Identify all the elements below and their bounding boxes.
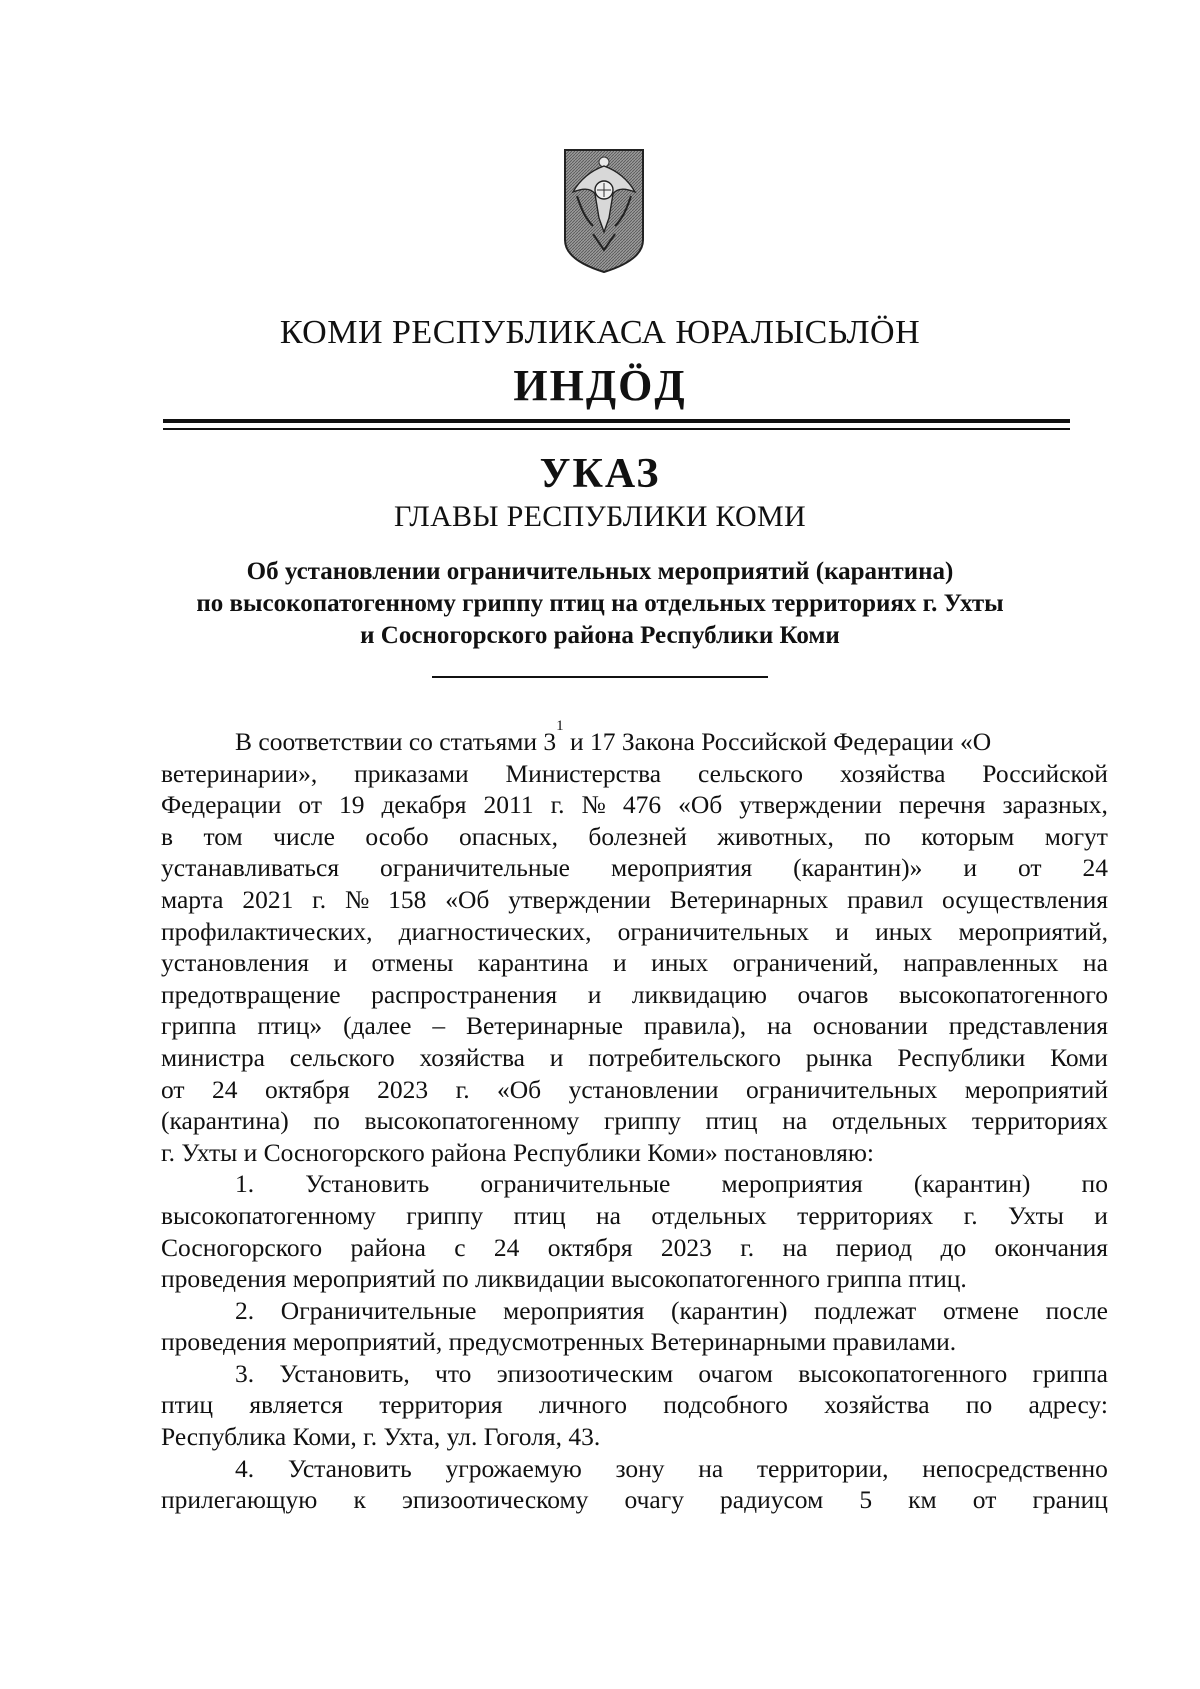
body-word: приказами xyxy=(354,758,469,788)
body-word: что xyxy=(435,1358,472,1388)
body-word: числе xyxy=(273,821,335,851)
body-word: 2023 xyxy=(377,1074,429,1104)
subject-line: и Сосногорского района Республики Коми xyxy=(360,622,840,649)
item-2-line xyxy=(161,1295,1108,1327)
item-1-line xyxy=(161,1200,1108,1232)
body-line xyxy=(161,718,1108,758)
body-word: рынка xyxy=(805,1042,873,1072)
body-word: (карантин) xyxy=(671,1295,788,1325)
body-word: подлежат xyxy=(814,1295,917,1325)
body-word: гриппу xyxy=(603,1106,681,1136)
body-word: профилактических, xyxy=(161,916,373,946)
item-1-line xyxy=(161,1168,1108,1200)
body-word: окончания xyxy=(994,1232,1108,1262)
document-subject xyxy=(150,556,1050,652)
body-word: эпизоотическим xyxy=(496,1358,674,1388)
body-word: отдельных xyxy=(831,1106,948,1136)
body-word: на xyxy=(1082,948,1108,978)
body-word: Министерства xyxy=(505,758,662,788)
body-word: 2021 xyxy=(242,884,294,914)
body-word: до xyxy=(940,1232,967,1262)
body-word: представления xyxy=(948,1011,1108,1041)
body-word: ограничительные xyxy=(480,1169,671,1199)
body-word: 476 xyxy=(622,790,662,820)
body-word: 4. xyxy=(235,1453,255,1483)
body-word: распространения xyxy=(371,979,558,1009)
body-word: сельского xyxy=(698,758,804,788)
body-word: 5 xyxy=(859,1485,873,1515)
body-word: хозяйства xyxy=(839,758,946,788)
body-line xyxy=(161,1105,1108,1137)
body-word: г. xyxy=(550,790,565,820)
body-word: птиц xyxy=(705,1106,758,1136)
body-word: Установить, xyxy=(279,1358,410,1388)
body-word: Установить xyxy=(305,1169,430,1199)
body-word: и xyxy=(333,948,348,978)
body-word: г. xyxy=(455,1074,470,1104)
body-word: марта xyxy=(161,884,224,914)
body-line xyxy=(161,1042,1108,1074)
body-word: утверждении xyxy=(508,884,651,914)
body-word: 19 xyxy=(338,790,365,820)
body-word: на xyxy=(596,1200,621,1230)
body-word: и xyxy=(963,853,977,883)
body-word: ветеринарии», xyxy=(161,758,318,788)
header-divider-thick xyxy=(163,419,1070,423)
body-word: № xyxy=(344,884,370,914)
body-word: основании xyxy=(812,1011,928,1041)
body-word: и xyxy=(549,1042,564,1072)
body-word: (карантин) xyxy=(913,1169,1031,1199)
body-word: высокопатогенному xyxy=(161,1200,376,1230)
body-line xyxy=(161,916,1108,948)
body-word: декабря xyxy=(381,790,467,820)
item-3-line xyxy=(161,1389,1108,1421)
body-word: на xyxy=(767,1011,792,1041)
body-word: гриппа xyxy=(1032,1358,1108,1388)
body-text-segment: В соответствии со статьями 3 xyxy=(235,727,557,756)
body-word: от xyxy=(298,790,322,820)
body-word: потребительского xyxy=(588,1042,781,1072)
body-word: и xyxy=(835,916,849,946)
item-2-line: проведения мероприятий, предусмотренных Ветеринарными правилами. xyxy=(161,1327,957,1357)
body-word: Коми xyxy=(1050,1042,1108,1072)
body-word: Ветеринарные xyxy=(465,1011,623,1041)
body-word: Установить xyxy=(287,1453,412,1483)
body-text-segment: и 17 Закона Российской Федерации «О xyxy=(563,727,992,756)
body-word: – xyxy=(432,1011,446,1041)
body-word: территория xyxy=(379,1390,503,1420)
body-word: от xyxy=(1017,853,1042,883)
document-type: УКАЗ xyxy=(539,451,661,497)
body-word: высокопатогенному xyxy=(364,1106,580,1136)
body-word: 1. xyxy=(235,1169,255,1199)
body-word: зону xyxy=(615,1453,665,1483)
body-word: г. xyxy=(312,884,327,914)
body-word: установлении xyxy=(568,1074,719,1104)
body-word: мероприятия xyxy=(721,1169,863,1199)
body-word: опасных, xyxy=(459,821,558,851)
body-word: очагу xyxy=(624,1485,684,1515)
body-word: Сосногорского xyxy=(161,1232,323,1262)
body-word: животных, xyxy=(717,821,834,851)
body-line xyxy=(161,758,1108,790)
body-word: перечня xyxy=(898,790,986,820)
body-word: отмены xyxy=(371,948,454,978)
body-word: птиц xyxy=(161,1390,214,1420)
body-word: ликвидацию xyxy=(631,979,767,1009)
subject-divider xyxy=(432,676,768,678)
body-word: г. xyxy=(740,1232,755,1262)
body-word: на xyxy=(782,1106,808,1136)
body-word: г. xyxy=(963,1200,978,1230)
body-line: г. Ухты и Сосногорского района Республики Коми» постановляю: xyxy=(161,1137,874,1167)
body-word: (карантина) xyxy=(161,1106,289,1136)
document-body xyxy=(161,718,1108,1516)
body-word: высокопатогенного xyxy=(798,1358,1008,1388)
body-word: эпизоотическому xyxy=(401,1485,589,1515)
body-word: высокопатогенного xyxy=(898,979,1108,1009)
body-line xyxy=(161,852,1108,884)
body-word: очагов xyxy=(797,979,869,1009)
body-word: (карантин)» xyxy=(793,853,923,883)
body-word: период xyxy=(835,1232,913,1262)
body-word: осуществления xyxy=(942,884,1108,914)
body-word: правила), xyxy=(643,1011,747,1041)
body-word: 24 xyxy=(1082,853,1108,883)
body-word: направленных xyxy=(903,948,1059,978)
body-word: Федерации xyxy=(161,790,282,820)
item-3-line xyxy=(161,1358,1108,1390)
body-word: установления xyxy=(161,948,310,978)
body-word: сельского xyxy=(289,1042,395,1072)
body-word: на xyxy=(782,1232,808,1262)
body-word: 2011 xyxy=(483,790,534,820)
body-word: октября xyxy=(264,1074,350,1104)
body-word: «Об xyxy=(497,1074,542,1104)
body-word: отмене xyxy=(942,1295,1019,1325)
body-word: № xyxy=(581,790,606,820)
item-1-line: проведения мероприятий по ликвидации высокопатогенного гриппа птиц. xyxy=(161,1264,967,1294)
item-4-line xyxy=(161,1453,1108,1485)
body-word: министра xyxy=(161,1042,265,1072)
body-word: хозяйства xyxy=(824,1390,930,1420)
body-word: птиц» xyxy=(257,1011,323,1041)
body-word: 2. xyxy=(235,1295,255,1325)
body-word: адресу: xyxy=(1028,1390,1108,1420)
body-word: 158 xyxy=(388,884,427,914)
body-line xyxy=(161,1074,1108,1106)
body-word: утверждении xyxy=(739,790,882,820)
body-word: Российской xyxy=(982,758,1108,788)
body-word: и xyxy=(613,948,627,978)
body-word: территории, xyxy=(756,1453,889,1483)
body-word: отдельных xyxy=(651,1200,767,1230)
body-line xyxy=(161,1010,1108,1042)
body-word: к xyxy=(353,1485,366,1515)
subject-line: по высокопатогенному гриппу птиц на отдельных территориях г. Ухты xyxy=(196,590,1004,617)
body-word: границ xyxy=(1032,1485,1108,1515)
body-word: очагом xyxy=(698,1358,773,1388)
body-word: мероприятий, xyxy=(958,916,1108,946)
body-line xyxy=(161,947,1108,979)
body-word: прилегающую xyxy=(161,1485,318,1515)
body-word: болезней xyxy=(588,821,687,851)
coat-of-arms-emblem xyxy=(563,148,645,274)
body-word: км xyxy=(908,1485,937,1515)
body-word: от xyxy=(161,1074,185,1104)
body-word: которым xyxy=(921,821,1015,851)
body-word: подсобного xyxy=(663,1390,788,1420)
body-line xyxy=(161,789,1108,821)
body-word: после xyxy=(1045,1295,1108,1325)
body-word: карантина xyxy=(477,948,589,978)
subject-line: Об установлении ограничительных мероприятий (карантина) xyxy=(246,558,954,585)
body-word: по xyxy=(1081,1169,1108,1199)
item-3-line: Республика Коми, г. Ухта, ул. Гоголя, 43. xyxy=(161,1422,601,1452)
body-word: в xyxy=(161,821,174,851)
body-word: ограничительных xyxy=(617,916,810,946)
body-word: Республики xyxy=(897,1042,1026,1072)
body-word: с xyxy=(454,1232,466,1262)
body-word: 3. xyxy=(235,1358,255,1388)
body-word: от xyxy=(972,1485,997,1515)
body-word: гриппа xyxy=(161,1011,237,1041)
body-word: том xyxy=(203,821,243,851)
body-word: (далее xyxy=(343,1011,412,1041)
body-word: «Об xyxy=(445,884,490,914)
body-word: октября xyxy=(547,1232,633,1262)
body-word: хозяйства xyxy=(419,1042,525,1072)
body-word: ограничений, xyxy=(732,948,879,978)
body-word: 24 xyxy=(493,1232,520,1262)
body-word: является xyxy=(249,1390,344,1420)
document-issuer: ГЛАВЫ РЕСПУБЛИКИ КОМИ xyxy=(394,500,806,533)
body-word: Ветеринарных xyxy=(669,884,829,914)
body-word: предотвращение xyxy=(161,979,341,1009)
body-word: непосредственно xyxy=(922,1453,1108,1483)
body-word: Ограничительные xyxy=(280,1295,477,1325)
body-word: Ухты xyxy=(1007,1200,1064,1230)
item-4-line xyxy=(161,1484,1108,1516)
body-word: 2023 xyxy=(660,1232,712,1262)
organization-title: ИНДӦД xyxy=(513,361,687,410)
body-word: ограничительных xyxy=(745,1074,938,1104)
body-word: территориях xyxy=(971,1106,1108,1136)
body-word: могут xyxy=(1044,821,1108,851)
body-word: иных xyxy=(875,916,933,946)
body-line xyxy=(161,979,1108,1011)
body-word: и xyxy=(1094,1200,1108,1230)
body-word: по xyxy=(965,1390,993,1420)
body-word: устанавливаться xyxy=(161,853,340,883)
body-word: радиусом xyxy=(720,1485,824,1515)
body-word: и xyxy=(587,979,602,1009)
superscript: 1 xyxy=(556,718,564,734)
body-word: территориях xyxy=(797,1200,934,1230)
organization-name: КОМИ РЕСПУБЛИКАСА ЮРАЛЫСЬЛӦН xyxy=(279,314,921,351)
body-word: мероприятия xyxy=(610,853,753,883)
body-word: диагностических, xyxy=(398,916,592,946)
body-word: особо xyxy=(365,821,429,851)
body-line xyxy=(161,884,1108,916)
body-line xyxy=(161,821,1108,853)
body-word: «Об xyxy=(678,790,723,820)
body-word: мероприятий xyxy=(964,1074,1108,1104)
body-word: заразных, xyxy=(1002,790,1108,820)
body-word: иных xyxy=(651,948,709,978)
body-word: гриппу xyxy=(406,1200,484,1230)
body-word: угрожаемую xyxy=(445,1453,582,1483)
body-word: 24 xyxy=(212,1074,238,1104)
item-1-line xyxy=(161,1232,1108,1264)
body-word: по xyxy=(864,821,891,851)
body-word: личного xyxy=(538,1390,627,1420)
body-word: правил xyxy=(847,884,924,914)
header-divider-thin xyxy=(163,428,1070,430)
body-word: ограничительные xyxy=(380,853,570,883)
body-word: птиц xyxy=(513,1200,566,1230)
body-word: района xyxy=(350,1232,426,1262)
body-word: по xyxy=(313,1106,340,1136)
body-word: на xyxy=(698,1453,724,1483)
body-word: мероприятия xyxy=(503,1295,645,1325)
